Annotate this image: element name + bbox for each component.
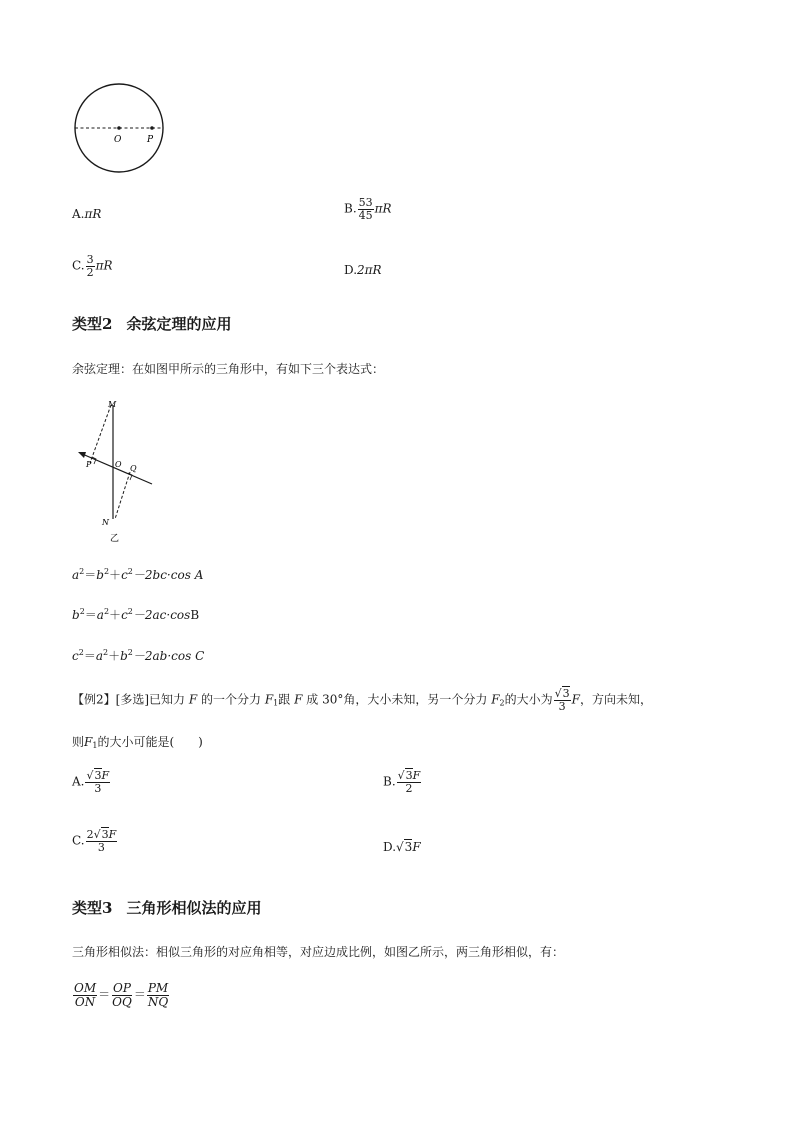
- cosine-intro: 余弦定理：在如图甲所示的三角形中，有如下三个表达式：: [72, 362, 385, 376]
- cosine-formula-a: $a^2=b^2+c^2-2bc\cdot\cos$ A: [72, 567, 204, 582]
- center-label: O: [114, 135, 122, 145]
- example2-line1: 【例2】[多选]已知力 F 的一个分力 $F_1$跟 F 成 30°角，大小未知，另一个分力 $F_2$的大小为 $\frac{√3}{3}$ F，方向未知，: [72, 687, 652, 713]
- dashed-qn: [115, 472, 130, 519]
- q2-option-d[interactable]: D.√3F: [383, 840, 421, 854]
- q1-option-c[interactable]: C. $\frac{3}{2}$ πR: [72, 253, 113, 279]
- label-n: N: [102, 518, 109, 527]
- q2-option-a[interactable]: A. $\frac{√3F}{3}$: [72, 769, 110, 795]
- q2-option-b[interactable]: B. $\frac{√3F}{2}$: [383, 769, 421, 795]
- type3-heading: 类型3 三角形相似法的应用: [72, 899, 262, 917]
- dashed-mp: [90, 405, 111, 463]
- arrow-head: [78, 452, 86, 458]
- point-p: [150, 126, 154, 130]
- q1-option-a[interactable]: A.πR: [72, 207, 102, 221]
- similar-intro: 三角形相似法：相似三角形的对应角相等，对应边成比例，如图乙所示，两三角形相似，有：: [72, 945, 565, 959]
- example2-line2: 则$F_1$的大小可能是( ): [72, 735, 203, 750]
- center-point: [117, 126, 121, 130]
- label-p: P: [86, 460, 92, 469]
- cosine-formula-c: $c^2=a^2+b^2-2ab\cdot\cos$ C: [72, 648, 205, 663]
- circle-diagram: [70, 82, 170, 176]
- label-q: Q: [130, 464, 137, 473]
- similar-ratio-formula: $\frac{OM}{ON}$ ＝ $\frac{OP}{OQ}$ ＝ $\frac{PM}{NQ}$: [74, 981, 169, 1009]
- point-p-label: P: [147, 135, 154, 145]
- label-m: M: [108, 400, 117, 409]
- label-o: O: [115, 460, 122, 469]
- similar-triangles-diagram: [70, 395, 160, 545]
- type2-heading: 类型2 余弦定理的应用: [72, 315, 232, 333]
- q1-option-d[interactable]: D.2πR: [344, 263, 382, 277]
- cosine-formula-b: $b^2=a^2+c^2-2ac\cdot\cos B$: [72, 607, 200, 622]
- q1-option-b[interactable]: B. $\frac{53}{45}$ πR: [344, 196, 392, 222]
- q2-option-c[interactable]: C. $\frac{2√3F}{3}$: [72, 828, 117, 854]
- figure2-caption: 乙: [110, 534, 120, 544]
